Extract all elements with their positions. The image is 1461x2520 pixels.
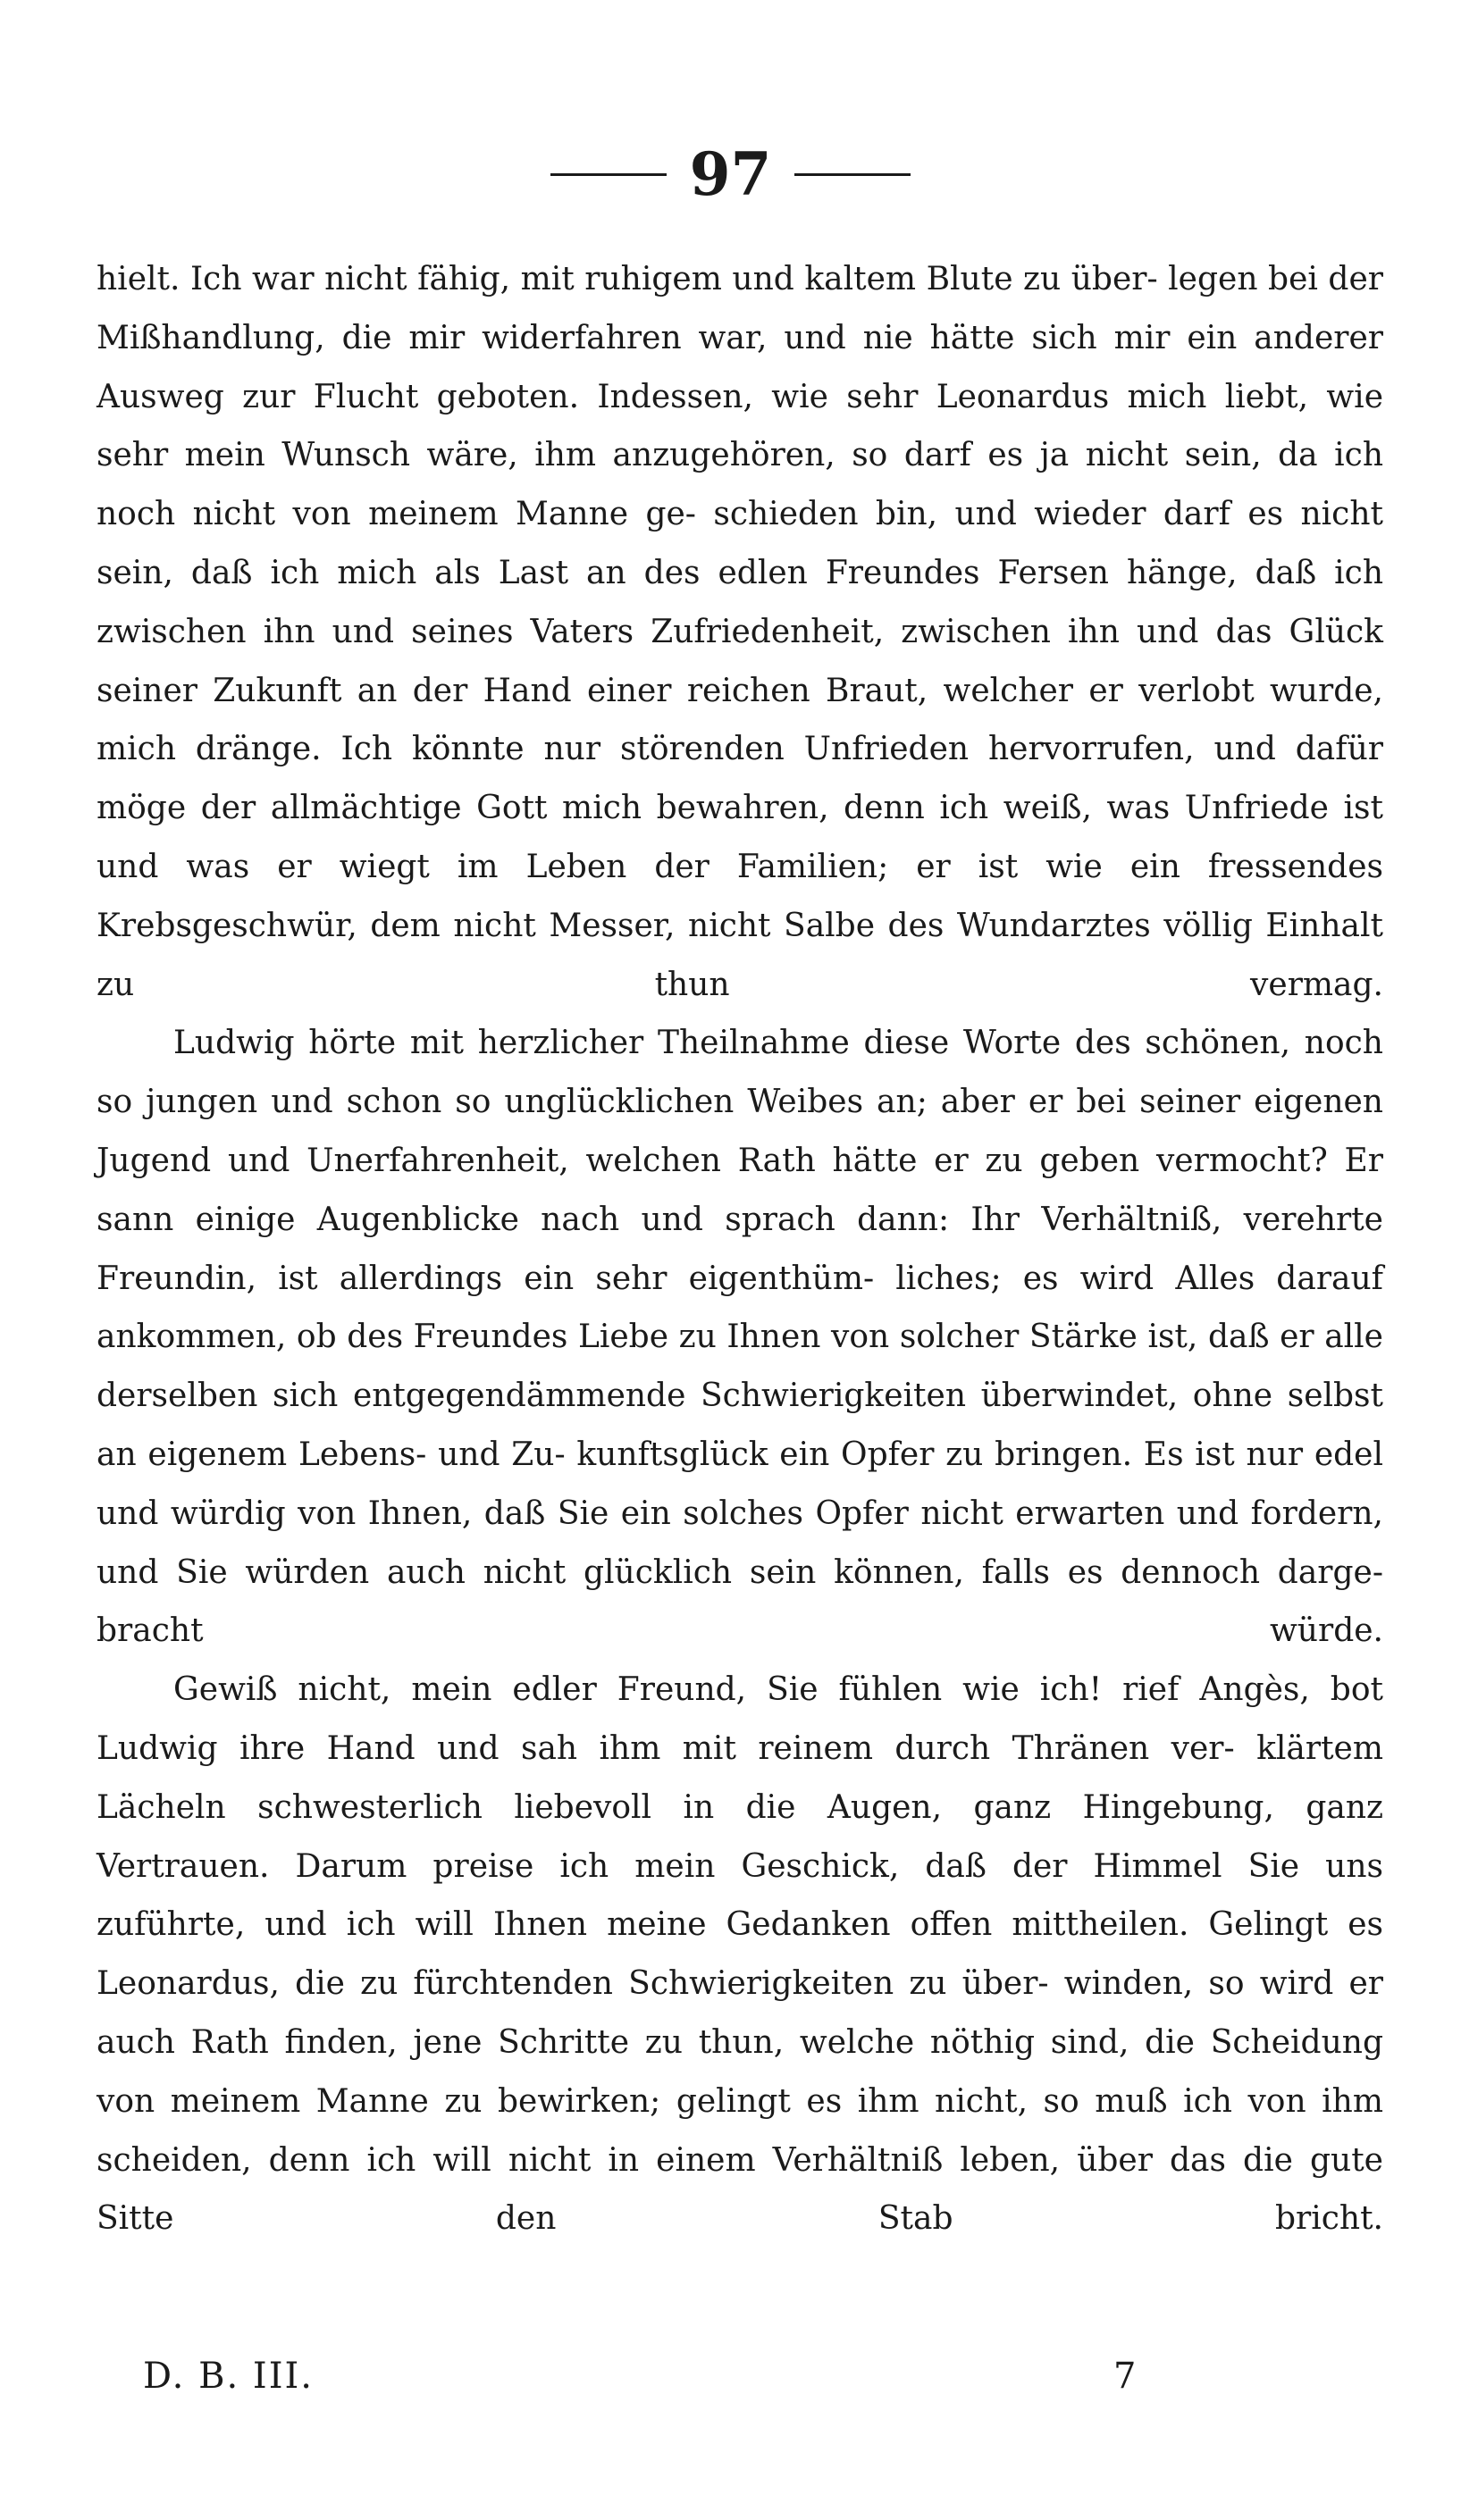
paragraph-3: Gewiß nicht, mein edler Freund, Sie fühlen wie ich! rief Angès, bot Ludwig ihre Hand und sah ihm mit reinem durch Thränen ver- klärtem Lächeln schwesterlich liebevoll in die Augen, ganz Hingebung, ganz Vertrauen. Darum preise ich mein Geschick, daß der Himmel Sie uns zuführte, und ich will Ihnen meine Gedanken offen mittheilen. Gelingt es Leonardus, die zu fürchtenden Schwierigkeiten zu über- winden, so wird er auch Rath finden, jene Schritte zu thun, welche nöthig sind, die Scheidung von meinem Manne zu bewirken; gelingt es ihm nicht, so muß ich von ihm scheiden, denn ich will nicht in einem Verhältniß leben, über das die gute Sitte den Stab bricht. [97,1671,1383,2238]
page-header [0,134,1461,214]
header-rule-left [550,173,667,176]
header-rule-right [794,173,911,176]
page-number: 97 [689,139,772,209]
sheet-number: 7 [1113,2356,1137,2397]
signature-mark: D. B. III. [143,2356,315,2397]
body-text [97,250,1383,2248]
paragraph-2: Ludwig hörte mit herzlicher Theilnahme diese Worte des schönen, noch so jungen und schon so unglücklichen Weibes an; aber er bei seiner eigenen Jugend und Unerfahrenheit, welchen Rath hätte er zu geben vermocht? Er sann einige Augenblicke nach und sprach dann: Ihr Verhältniß, verehrte Freundin, ist allerdings ein sehr eigenthüm- liches; es wird Alles darauf ankommen, ob des Freundes Liebe zu Ihnen von solcher Stärke ist, daß er alle derselben sich entgegendämmende Schwierigkeiten überwindet, ohne selbst an eigenem Lebens- und Zu- kunftsglück ein Opfer zu bringen. Es ist nur edel und würdig von Ihnen, daß Sie ein solches Opfer nicht erwarten und fordern, und Sie würden auch nicht glücklich sein können, falls es dennoch darge- bracht würde. [97,1025,1383,1650]
page-footer [0,2349,1461,2403]
paragraph-1: hielt. Ich war nicht fähig, mit ruhigem und kaltem Blute zu über- legen bei der Mißhandlung, die mir widerfahren war, und nie hätte sich mir ein anderer Ausweg zur Flucht geboten. Indessen, wie sehr Leonardus mich liebt, wie sehr mein Wunsch wäre, ihm anzugehören, so darf es ja nicht sein, da ich noch nicht von meinem Manne ge- schieden bin, und wieder darf es nicht sein, daß ich mich als Last an des edlen Freundes Fersen hänge, daß ich zwischen ihn und seines Vaters Zufriedenheit, zwischen ihn und das Glück seiner Zukunft an der Hand einer reichen Braut, welcher er verlobt wurde, mich dränge. Ich könnte nur störenden Unfrieden hervorrufen, und dafür möge der allmächtige Gott mich bewahren, denn ich weiß, was Unfriede ist und was er wiegt im Leben der Familien; er ist wie ein fressendes Krebsgeschwür, dem nicht Messer, nicht Salbe des Wundarztes völlig Einhalt zu thun vermag. [97,261,1383,1003]
